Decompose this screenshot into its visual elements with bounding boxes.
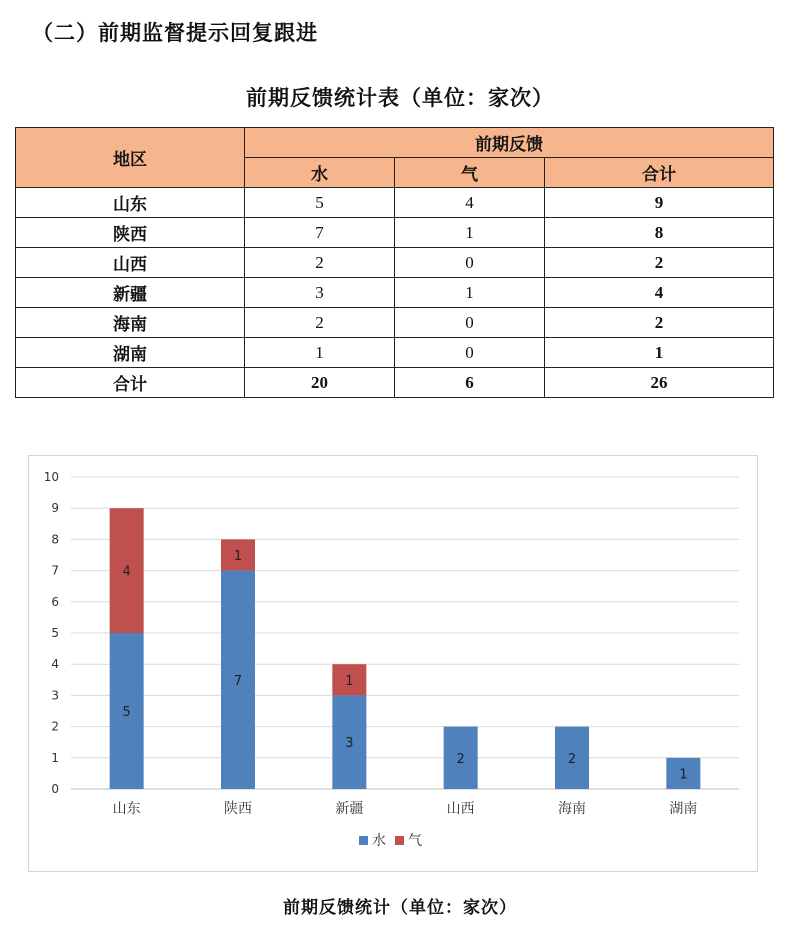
cell-region: 海南 [16,308,245,338]
data-label: 7 [233,673,243,689]
cell-total: 2 [545,248,774,278]
table-row [16,278,774,308]
data-label: 4 [122,564,131,580]
table-row [16,218,774,248]
cell-gas: 1 [395,278,545,308]
cell-total: 9 [545,188,774,218]
chart-container [28,455,758,872]
cell-region: 山东 [16,188,245,218]
header-water: 水 [245,158,395,188]
y-tick-label: 10 [43,470,59,484]
header-group: 前期反馈 [245,128,774,158]
cell-gas: 0 [395,338,545,368]
header-total: 合计 [545,158,774,188]
sum-water: 20 [245,368,395,398]
y-tick-label: 4 [51,657,59,672]
legend-swatch [359,836,368,845]
stacked-bar-chart [29,456,757,871]
cell-gas: 4 [395,188,545,218]
cell-water: 3 [245,278,395,308]
x-tick-label: 湖南 [669,801,698,817]
y-tick-label: 9 [51,501,59,516]
table-row [16,338,774,368]
y-tick-label: 7 [51,563,59,578]
sum-total: 26 [545,368,774,398]
x-tick-label: 新疆 [335,801,364,817]
data-label: 1 [233,549,243,564]
table-sum-row [16,368,774,398]
cell-water: 2 [245,248,395,278]
legend-label: 水 [372,833,386,849]
y-tick-label: 3 [51,688,59,703]
cell-water: 5 [245,188,395,218]
x-tick-label: 山东 [112,801,141,817]
cell-gas: 1 [395,218,545,248]
y-tick-label: 8 [51,532,59,547]
cell-total: 1 [545,338,774,368]
feedback-table [15,127,774,398]
cell-region: 陕西 [16,218,245,248]
y-tick-label: 2 [51,719,59,734]
chart-caption: 前期反馈统计（单位：家次） [283,898,517,917]
sum-region: 合计 [16,368,245,398]
cell-gas: 0 [395,248,545,278]
cell-region: 新疆 [16,278,245,308]
cell-total: 2 [545,308,774,338]
legend-label: 气 [408,833,422,849]
legend-swatch [395,836,404,845]
table-title: 前期反馈统计表（单位：家次） [246,86,554,110]
cell-total: 8 [545,218,774,248]
cell-region: 湖南 [16,338,245,368]
table-row [16,248,774,278]
data-label: 2 [567,751,577,767]
data-label: 1 [345,673,354,689]
header-region: 地区 [16,128,245,188]
table-row [16,308,774,338]
data-label: 3 [345,736,354,752]
cell-water: 7 [245,218,395,248]
cell-gas: 0 [395,308,545,338]
y-tick-label: 0 [51,782,59,796]
data-label: 2 [456,751,465,767]
y-tick-label: 1 [51,750,59,765]
header-gas: 气 [395,158,545,188]
x-tick-label: 海南 [558,801,586,817]
x-tick-label: 山西 [446,801,475,817]
cell-region: 山西 [16,248,245,278]
cell-total: 4 [545,278,774,308]
table-row [16,188,774,218]
data-label: 5 [122,705,131,720]
section-heading: （二）前期监督提示回复跟进 [32,21,318,45]
y-tick-label: 6 [51,594,59,609]
data-label: 1 [679,767,688,783]
y-tick-label: 5 [51,626,59,640]
cell-water: 1 [245,338,395,368]
sum-gas: 6 [395,368,545,398]
x-tick-label: 陕西 [224,801,252,817]
cell-water: 2 [245,308,395,338]
